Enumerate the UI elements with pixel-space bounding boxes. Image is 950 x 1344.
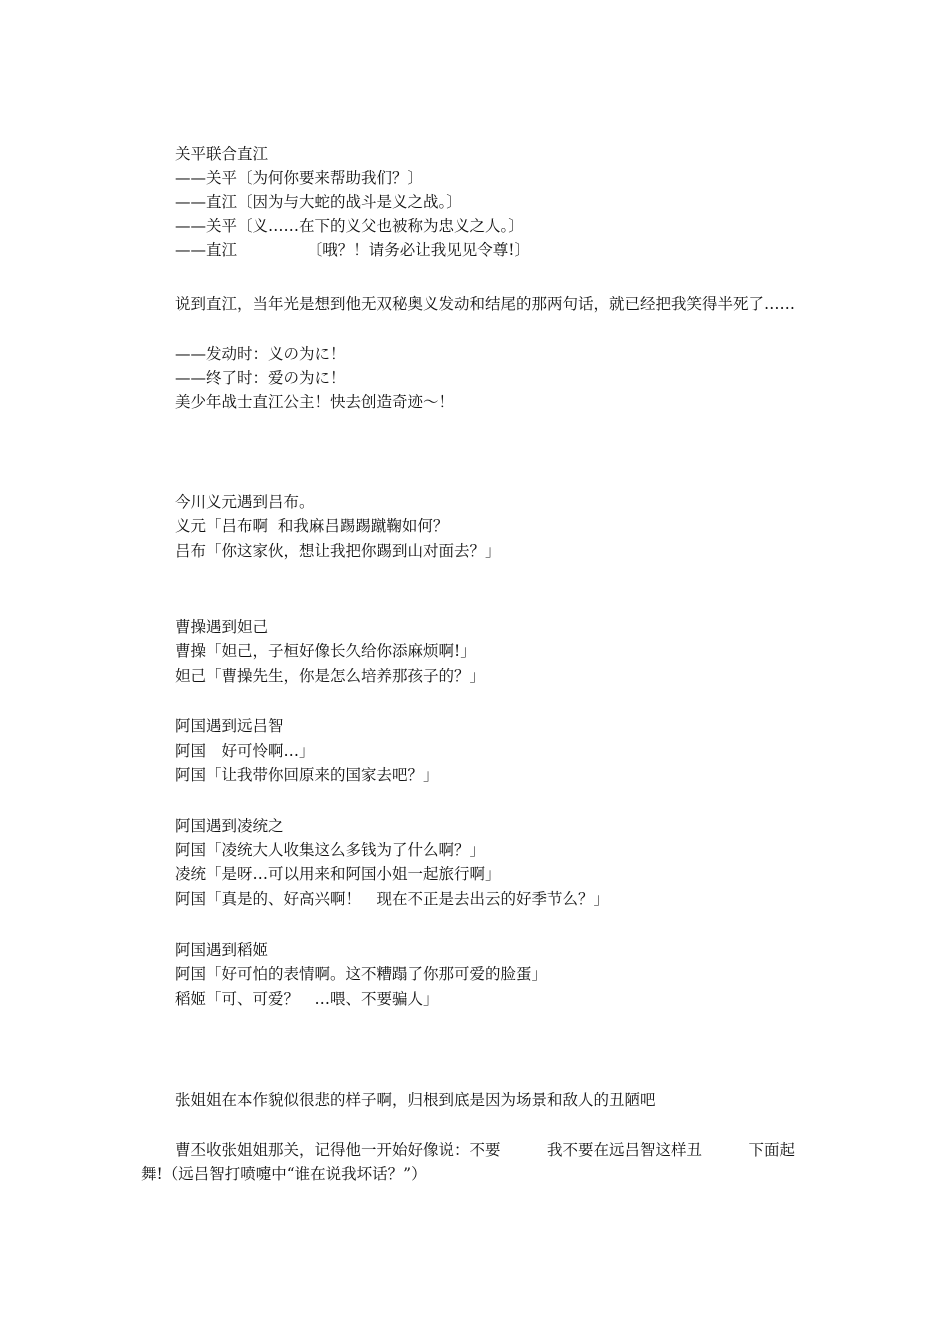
text-line: ——直江〔因为与大蛇的战斗是义之战。〕 [175,193,462,211]
text-line: ——直江 〔哦？！请务必让我见见令尊!〕 [175,241,530,259]
paragraph: 说到直江，当年光是想到他无双秘奥义发动和结尾的那两句话，就已经把我笑得半死了…… [175,295,796,313]
text-line: 阿国「凌统大人收集这么多钱为了什么啊？」 [175,841,486,859]
text-line: 吕布「你这家伙，想让我把你踢到山对面去？」 [175,542,501,560]
text-line: 阿国遇到远吕智 [175,717,284,735]
text-line: 阿国「真是的、好高兴啊！ 现在不正是去出云的好季节么？」 [175,890,610,908]
text-line: ——终了时：爱の为に！ [175,369,346,387]
text-line: 阿国「好可怕的表情啊。这不糟蹋了你那可爱的脸蛋」 [175,965,548,983]
text-line: 稻姬「可、可爱？ …喂、不要骗人」 [175,990,439,1008]
text-line: 凌统「是呀…可以用来和阿国小姐一起旅行啊」 [175,865,501,883]
text-line: 曹操遇到妲己 [175,618,269,636]
text-line: 妲己「曹操先生，你是怎么培养那孩子的？」 [175,667,486,685]
text-line: 阿国 好可怜啊…」 [175,742,315,760]
text-line: 阿国「让我带你回原来的国家去吧？」 [175,766,439,784]
paragraph: 曹丕收张姐姐那关，记得他一开始好像说：不要 我不要在远吕智这样丑 下面起舞!（远吕智打喷嚏中“谁在说我坏话？”） [141,1141,796,1183]
text-line: ——关平〔为何你要来帮助我们？〕 [175,169,424,187]
text-line: 义元「吕布啊 和我麻吕踢踢蹴鞠如何？ [175,517,449,535]
text-line: 阿国遇到稻姬 [175,941,269,959]
text-line: 曹操「妲己，子桓好像长久给你添麻烦啊!」 [175,642,476,660]
text-line: ——关平〔义……在下的义父也被称为忠义之人。〕 [175,217,524,235]
text-line: 关平联合直江 [175,145,269,163]
text-line: 今川义元遇到吕布。 [175,493,315,511]
text-line: ——发动时：义の为に！ [175,345,346,363]
text-line: 美少年战士直江公主！快去创造奇迹～！ [175,393,455,411]
text-line: 张姐姐在本作貌似很悲的样子啊，归根到底是因为场景和敌人的丑陋吧 [175,1091,656,1109]
text-line: 阿国遇到凌统之 [175,817,284,835]
